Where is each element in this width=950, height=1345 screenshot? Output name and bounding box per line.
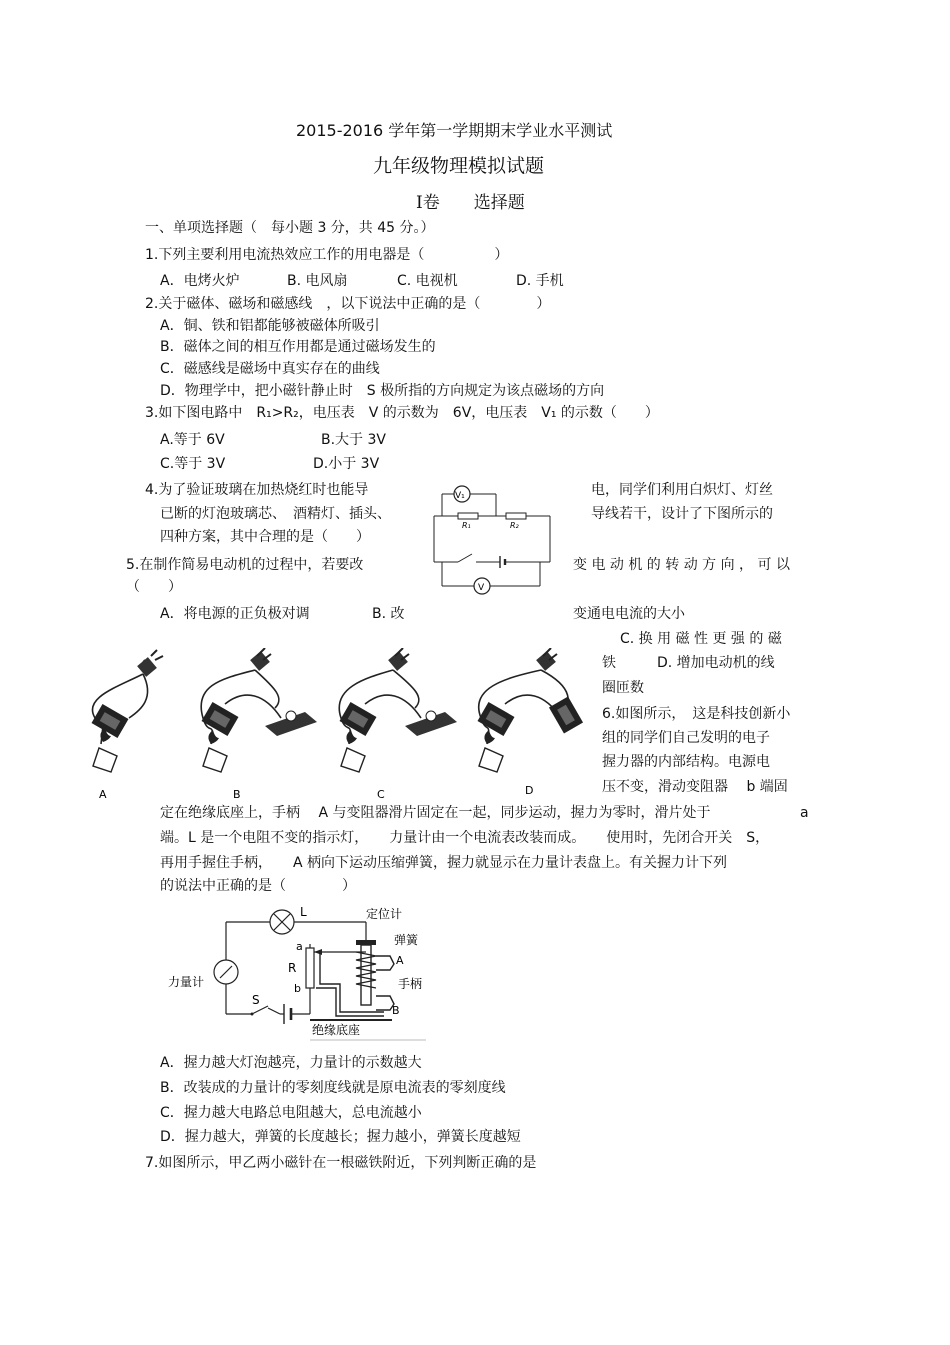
paper-title: 九年级物理模拟试题 [373,155,545,177]
handle-b-label: B [392,1004,400,1017]
q5-option-d: D. 增加电动机的线 [657,655,775,671]
q4-line3: 四种方案，其中合理的是（ ） [160,529,370,545]
q5-option-b-right: 变通电电流的大小 [573,606,685,622]
q1-option-c: C. 电视机 [397,273,458,289]
q3-stem: 3.如下图电路中 R₁>R₂，电压表 V 的示数为 6V，电压表 V₁ 的示数（ ） [145,405,659,421]
q4-schemes-figure [85,648,595,804]
resistor-r-label: R [288,961,297,975]
exam-title: 2015-2016 学年第一学期期末学业水平测试 [296,121,613,140]
q7-stem: 7.如图所示，甲乙两小磁针在一根磁铁附近，下列判断正确的是 [145,1155,537,1171]
v-label: V [478,583,485,593]
q4-line1-right: 电，同学们利用白炽灯、灯丝 [591,482,773,498]
switch-label: S [252,993,260,1007]
spring-icon [356,952,376,988]
q5-option-c-cont: 铁 [602,655,616,671]
q3-option-d: D.小于 3V [313,456,380,472]
q6-right-line3: 握力器的内部结构。电源电 [602,754,770,770]
q5-option-d-cont: 圈匝数 [602,680,644,696]
scheme-a-label: A [99,788,107,801]
q6-line2: 端。L 是一个电阻不变的指示灯， 力量计由一个电流表改装而成。 使用时，先闭合开关 S， [160,830,770,846]
q1-option-b: B. 电风扇 [287,273,348,289]
q1-option-a: A．电烤火炉 [160,273,240,289]
q5-line2: （ ） [126,579,182,595]
q3-option-c: C.等于 3V [160,456,226,472]
q5-option-b-left: B. 改 [372,606,405,622]
resistor-r1 [458,513,478,519]
q3-option-b: B.大于 3V [321,432,386,448]
q5-option-a: A．将电源的正负极对调 [160,606,310,622]
q6-line3: 再用手握住手柄， A 柄向下运动压缩弹簧，握力就显示在力量计表盘上。有关握力计下列 [160,855,728,871]
q6-right-line1: 6.如图所示， 这是科技创新小 [602,706,791,722]
v1-label: V₁ [455,491,465,501]
scheme-d [478,648,584,797]
q6-line4: 的说法中正确的是（ ） [160,878,356,894]
r2-label: R₂ [510,521,519,530]
q5-line1-left: 5.在制作简易电动机的过程中，若要改 [126,557,364,573]
q1-option-d: D. 手机 [516,273,564,289]
q1-stem: 1.下列主要利用电流热效应工作的用电器是（ ） [145,247,509,263]
q3-circuit-diagram [428,482,558,600]
handle-label: 手柄 [398,977,423,991]
q6-right-line2: 组的同学们自己发明的电子 [602,730,770,746]
q6-line1-end: a [800,805,809,821]
q6-right-line4: 压不变，滑动变阻器 b 端固 [602,779,788,795]
section-heading: 一、单项选择题（ 每小题 3 分，共 45 分。） [145,220,435,236]
force-meter-label: 力量计 [168,975,205,989]
scheme-d-label: D [525,784,534,797]
q6-option-a: A．握力越大灯泡越亮，力量计的示数越大 [160,1055,422,1071]
scheme-b-label: B [233,788,241,801]
switch-icon [458,554,472,562]
locator-post [356,940,376,945]
bulb-icon [286,711,296,721]
q6-option-b: B．改装成的力量计的零刻度线就是原电流表的零刻度线 [160,1080,506,1096]
plug-icon [137,657,157,677]
scheme-c [339,648,457,801]
lamp-label: L [300,905,307,919]
r1-label: R₁ [462,521,471,530]
q6-option-c: C．握力越大电路总电阻越大，总电流越小 [160,1105,422,1121]
volume-title: Ⅰ卷 选择题 [416,193,525,213]
spring-label: 弹簧 [394,933,419,947]
q5-line1-right: 变 电 动 机 的 转 动 方 向 ， 可 以 [573,557,790,573]
q5-option-c: C. 换 用 磁 性 更 强 的 磁 [620,631,782,647]
base-label: 绝缘底座 [312,1023,361,1037]
q4-line2-left: 已断的灯泡玻璃芯、 酒精灯、插头、 [160,506,391,522]
scheme-b [201,648,317,801]
locator-label: 定位计 [366,907,403,921]
handle-a-label: A [396,954,404,967]
q2-option-b: B．磁体之间的相互作用都是通过磁场发生的 [160,339,436,355]
q4-line1-left: 4.为了验证玻璃在加热烧红时也能导 [145,482,369,498]
terminal-b-label: b [294,982,301,995]
q2-option-d: D．物理学中，把小磁针静止时 S 极所指的方向规定为该点磁场的方向 [160,383,605,399]
scheme-c-label: C [377,788,385,801]
switch-icon [252,1006,268,1014]
rheostat-r [306,948,314,988]
q6-line1: 定在绝缘底座上，手柄 A 与变阻器滑片固定在一起，同步运动，握力为零时，滑片处于 [160,805,711,821]
q6-grip-diagram [160,900,435,1045]
scheme-a [92,650,163,801]
resistor-r2 [506,513,526,519]
q3-option-a: A.等于 6V [160,432,225,448]
q2-option-c: C．磁感线是磁场中真实存在的曲线 [160,361,380,377]
q2-option-a: A．铜、铁和铝都能够被磁体所吸引 [160,318,380,334]
q2-stem: 2.关于磁体、磁场和磁感线 ，以下说法中正确的是（ ） [145,296,551,312]
q6-option-d: D．握力越大，弹簧的长度越长；握力越小，弹簧长度越短 [160,1129,521,1145]
terminal-a-label: a [296,940,303,953]
q4-line2-right: 导线若干，设计了下图所示的 [591,506,773,522]
